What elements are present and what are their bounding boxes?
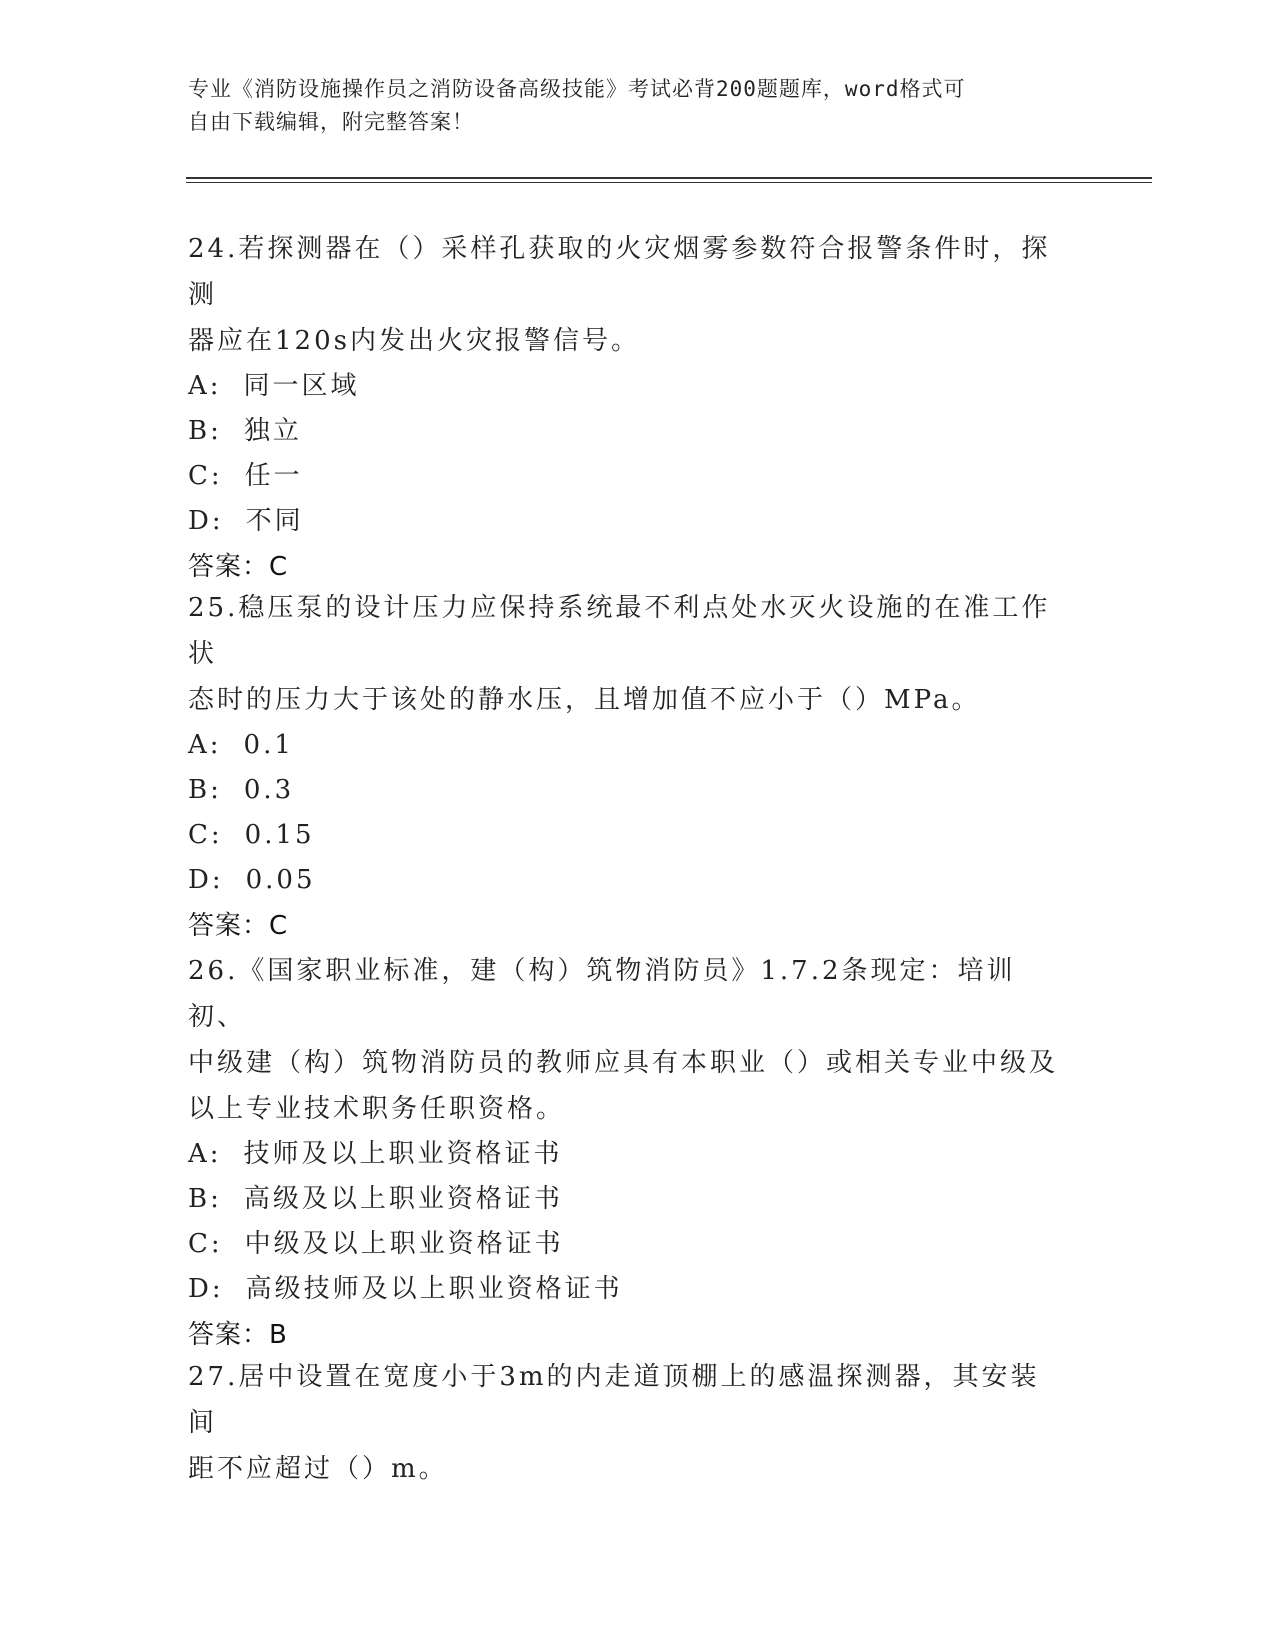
question-25 — [188, 585, 1068, 949]
option-text: 同一区域 — [243, 371, 360, 401]
option-text: 任一 — [244, 461, 303, 491]
option-c — [188, 454, 1068, 499]
option-a — [188, 723, 1068, 768]
question-26 — [188, 948, 1068, 1358]
question-stem-line: 27.居中设置在宽度小于3m的内走道顶棚上的感温探测器，其安装间 — [188, 1362, 1040, 1438]
option-text: 0.3 — [243, 775, 295, 805]
option-letter: D: — [188, 1274, 224, 1304]
option-letter: A: — [188, 1139, 222, 1169]
option-letter: B: — [188, 775, 222, 805]
option-d — [188, 499, 1068, 544]
header-line-2: 自由下载编辑，附完整答案！ — [188, 110, 474, 134]
option-text: 高级技师及以上职业资格证书 — [245, 1274, 623, 1304]
option-text: 不同 — [245, 506, 304, 536]
header-divider-thick — [186, 177, 1152, 179]
question-stem-line: 25.稳压泵的设计压力应保持系统最不利点处水灭火设施的在准工作状 — [188, 593, 1051, 669]
question-stem-line: 距不应超过（）m。 — [188, 1454, 448, 1484]
option-letter: D: — [188, 865, 224, 895]
answer-label: 答案：B — [188, 1320, 288, 1350]
option-letter: B: — [188, 1184, 222, 1214]
header-divider-thin — [186, 182, 1152, 183]
answer-label: 答案：C — [188, 911, 289, 941]
document-header — [188, 73, 1068, 139]
question-stem-line: 26.《国家职业标准，建（构）筑物消防员》1.7.2条现定：培训初、 — [188, 956, 1016, 1032]
question-27 — [188, 1354, 1068, 1492]
option-text: 技师及以上职业资格证书 — [243, 1139, 563, 1169]
option-d — [188, 1267, 1068, 1312]
question-stem-line: 以上专业技术职务任职资格。 — [188, 1094, 566, 1124]
option-text: 中级及以上职业资格证书 — [244, 1229, 564, 1259]
option-text: 0.1 — [243, 730, 294, 760]
question-stem-line: 中级建（构）筑物消防员的教师应具有本职业（）或相关专业中级及 — [188, 1048, 1059, 1078]
option-text: 0.05 — [245, 865, 316, 895]
option-text: 高级及以上职业资格证书 — [243, 1184, 563, 1214]
option-a — [188, 364, 1068, 409]
option-letter: C: — [188, 461, 223, 491]
question-stem-line: 24.若探测器在（）采样孔获取的火灾烟雾参数符合报警条件时，探测 — [188, 234, 1051, 310]
option-letter: D: — [188, 506, 224, 536]
option-text: 独立 — [243, 416, 302, 446]
option-letter: B: — [188, 416, 222, 446]
option-a — [188, 1132, 1068, 1177]
option-text: 0.15 — [244, 820, 315, 850]
option-b — [188, 768, 1068, 813]
question-stem-line: 器应在120s内发出火灾报警信号。 — [188, 326, 640, 356]
option-letter: C: — [188, 820, 223, 850]
header-line-1: 专业《消防设施操作员之消防设备高级技能》考试必背200题题库，word格式可 — [188, 77, 966, 101]
option-letter: A: — [188, 371, 222, 401]
option-b — [188, 409, 1068, 454]
option-b — [188, 1177, 1068, 1222]
option-letter: C: — [188, 1229, 223, 1259]
option-c — [188, 813, 1068, 858]
option-letter: A: — [188, 730, 222, 760]
question-24 — [188, 226, 1068, 590]
option-d — [188, 858, 1068, 903]
question-stem-line: 态时的压力大于该处的静水压，且增加值不应小于（）MPa。 — [188, 685, 981, 715]
answer-label: 答案：C — [188, 552, 289, 582]
option-c — [188, 1222, 1068, 1267]
